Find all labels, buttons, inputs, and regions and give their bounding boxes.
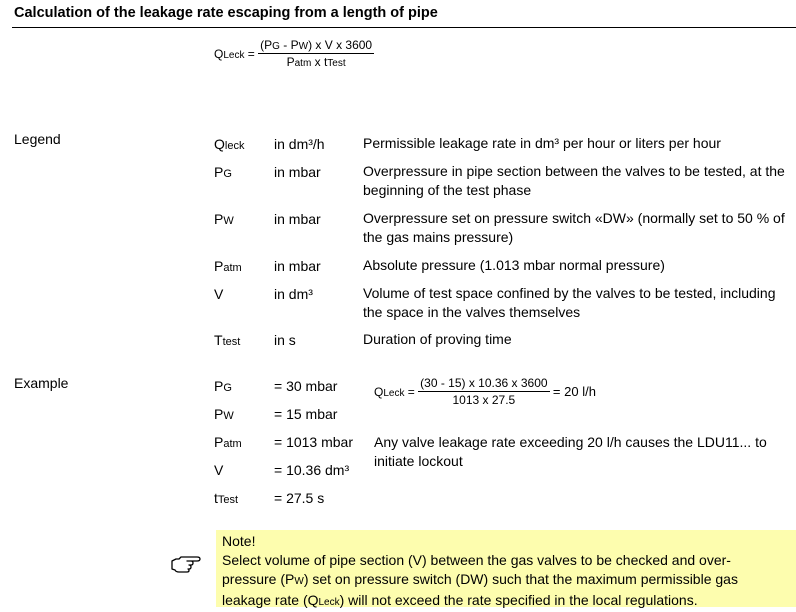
example-formula-fraction — [418, 376, 549, 407]
formula-numerator: (PG - PW) x V x 3600 — [260, 38, 373, 52]
legend-description: Duration of proving time — [363, 331, 512, 347]
example-symbol: PW — [214, 406, 234, 422]
legend-description: Overpressure set on pressure switch «DW» (normally set to 50 % of the gas mains pressure) — [363, 210, 785, 245]
note-box — [216, 530, 796, 607]
example-note: Any valve leakage rate exceeding 20 l/h causes the LDU11... to initiate lockout — [374, 434, 767, 469]
example-symbol: tTest — [214, 490, 239, 506]
pointing-hand-icon — [170, 552, 202, 580]
legend-symbol: Patm — [214, 258, 242, 274]
example-value: = 10.36 dm³ — [274, 462, 350, 478]
example-value: = 1013 mbar — [274, 434, 353, 450]
legend-unit: in dm³/h — [274, 136, 325, 152]
title-divider — [12, 27, 796, 28]
legend-description: Volume of test space confined by the valves to be tested, including the space in the valves themselves — [363, 285, 776, 320]
legend-unit: in dm³ — [274, 286, 313, 302]
formula-fraction — [258, 38, 374, 69]
legend-unit: in s — [274, 332, 296, 348]
note-line: pressure (PW) set on pressure switch (DW) such that the maximum permissible gas — [222, 571, 738, 587]
legend-unit: in mbar — [274, 211, 321, 227]
example-value: = 15 mbar — [274, 406, 338, 422]
legend-description: Permissible leakage rate in dm³ per hour or liters per hour — [363, 135, 721, 151]
example-heading: Example — [14, 375, 69, 391]
example-symbol: Patm — [214, 434, 242, 450]
example-formula-lhs: QLeck = — [374, 384, 415, 399]
example-symbol: V — [214, 462, 224, 478]
formula-denominator: Patm x tTest — [286, 55, 346, 69]
legend-symbol: Ttest — [214, 332, 241, 348]
example-formula-result: = 20 l/h — [552, 384, 596, 399]
example-formula-numerator: (30 - 15) x 10.36 x 3600 — [420, 376, 548, 390]
legend-symbol: PW — [214, 211, 234, 227]
example-value: = 27.5 s — [274, 490, 325, 506]
example-symbol: PG — [214, 378, 232, 394]
note-heading: Note! — [222, 533, 256, 549]
note-line: Select volume of pipe section (V) between the gas valves to be checked and over- — [222, 552, 731, 568]
legend-symbol: Qleck — [214, 136, 245, 152]
formula-lhs: QLeck = — [214, 46, 255, 61]
page-title: Calculation of the leakage rate escaping from a length of pipe — [14, 5, 438, 21]
example-formula-denominator: 1013 x 27.5 — [452, 393, 516, 407]
legend-symbol: PG — [214, 164, 232, 180]
legend-unit: in mbar — [274, 258, 321, 274]
example-value: = 30 mbar — [274, 378, 338, 394]
note-line: leakage rate (QLeck) will not exceed the rate specified in the local regulations. — [222, 592, 698, 608]
legend-heading: Legend — [14, 131, 61, 147]
legend-symbol: V — [214, 286, 224, 302]
legend-unit: in mbar — [274, 164, 321, 180]
main-formula — [214, 38, 374, 69]
legend-description: Absolute pressure (1.013 mbar normal pressure) — [363, 257, 665, 273]
example-formula — [374, 376, 596, 407]
legend-description: Overpressure in pipe section between the valves to be tested, at the beginning of the test phase — [363, 163, 785, 198]
